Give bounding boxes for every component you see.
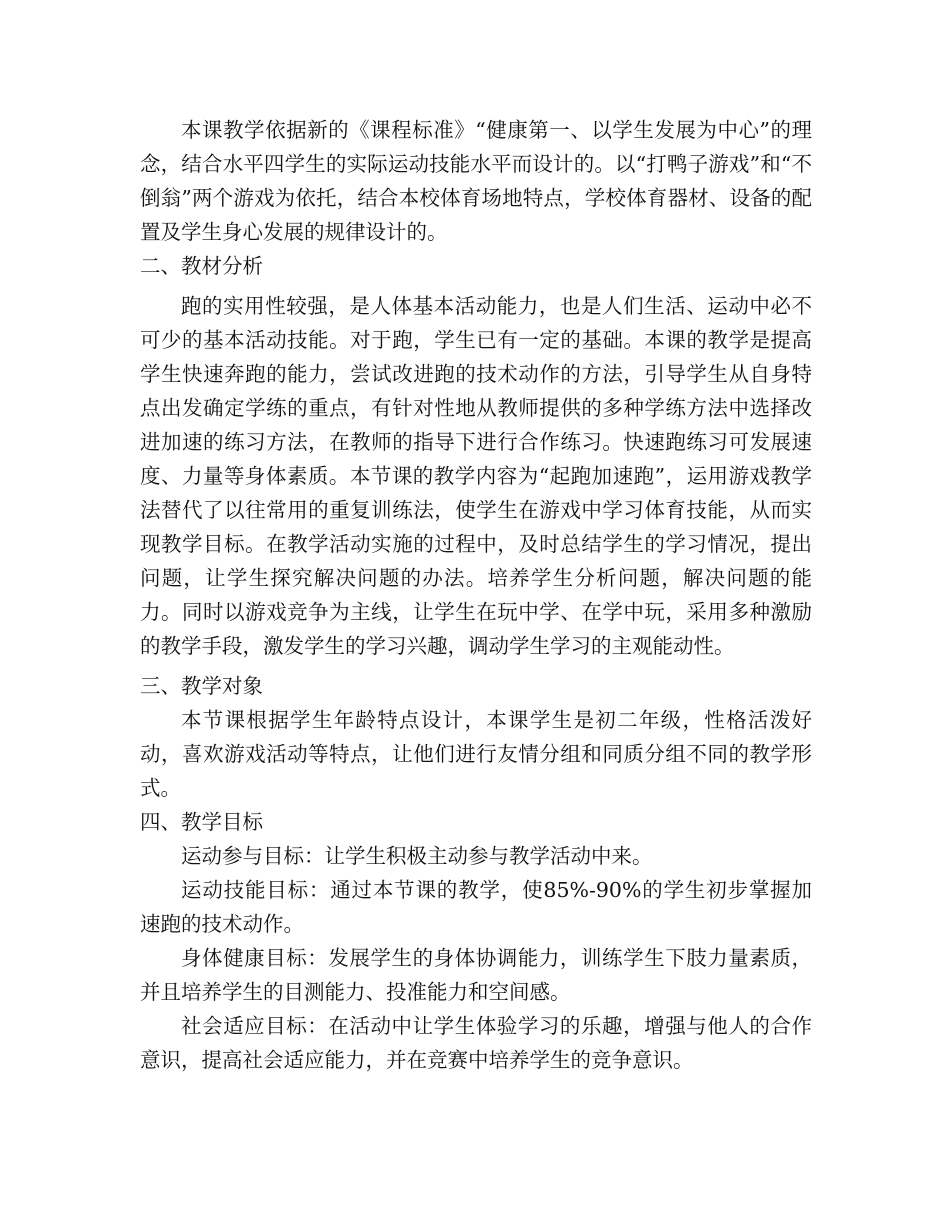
goal-health: 身体健康目标：发展学生的身体协调能力，训练学生下肢力量素质，并且培养学生的目测能力、投准能力和空间感。 <box>140 946 812 1004</box>
section-heading-audience: 三、教学对象 <box>140 674 263 698</box>
goal-social: 社会适应目标：在活动中让学生体验学习的乐趣，增强与他人的合作意识，提高社会适应能力，并在竞赛中培养学生的竞争意识。 <box>140 1014 812 1072</box>
goal-participation: 运动参与目标：让学生积极主动参与教学活动中来。 <box>181 844 653 868</box>
audience-paragraph: 本节课根据学生年龄特点设计，本课学生是初二年级，性格活泼好动，喜欢游戏活动等特点，让他们进行友情分组和同质分组不同的教学形式。 <box>140 708 812 800</box>
materials-paragraph: 跑的实用性较强，是人体基本活动能力，也是人们生活、运动中必不可少的基本活动技能。对于跑，学生已有一定的基础。本课的教学是提高学生快速奔跑的能力，尝试改进跑的技术动作的方法，引导学生从自身特点出发确定学练的重点，有针对性地从教师提供的多种学练方法中选择改进加速的练习方法，在教师的指导下进行合作练习。快速跑练习可发展速度、力量等身体素质。本节课的教学内容为“起跑加速跑”，运用游戏教学法替代了以往常用的重复训练法，使学生在游戏中学习体育技能，从而实现教学目标。在教学活动实施的过程中，及时总结学生的学习情况，提出问题，让学生探究解决问题的办法。培养学生分析问题，解决问题的能力。同时以游戏竞争为主线，让学生在玩中学、在学中玩，采用多种激励的教学手段，激发学生的学习兴趣，调动学生学习的主观能动性。 <box>140 294 812 658</box>
section-heading-materials: 二、教材分析 <box>140 254 263 278</box>
intro-paragraph: 本课教学依据新的《课程标准》“健康第一、以学生发展为中心”的理念，结合水平四学生的实际运动技能水平而设计的。以“打鸭子游戏”和“不倒翁”两个游戏为依托，结合本校体育场地特点，学校体育器材、设备的配置及学生身心发展的规律设计的。 <box>140 118 812 244</box>
goal-skills: 运动技能目标：通过本节课的教学，使85%-90%的学生初步掌握加速跑的技术动作。 <box>140 878 812 936</box>
section-heading-goals: 四、教学目标 <box>140 810 263 834</box>
document-page <box>140 113 812 1077</box>
